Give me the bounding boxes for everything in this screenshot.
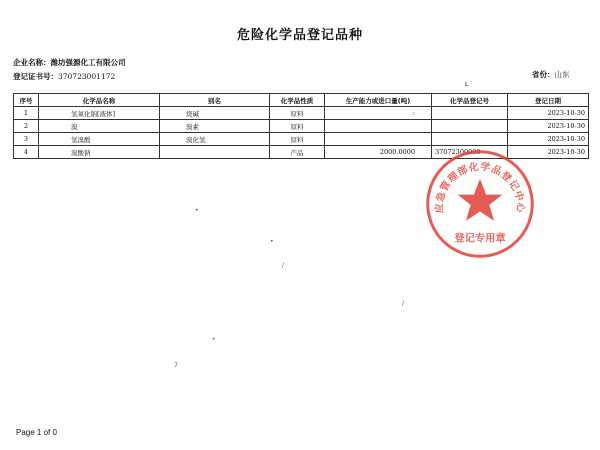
cell-no: 3	[14, 133, 39, 146]
cell-capacity: :	[325, 107, 432, 120]
company-name: 潍坊强源化工有限公司	[50, 58, 126, 67]
cert-number: 370723001172	[58, 72, 116, 81]
table-row	[14, 107, 589, 120]
official-seal	[424, 148, 536, 260]
header-name: 化学品名称	[39, 94, 160, 107]
scan-speck: 7	[174, 362, 178, 369]
cell-reg-no	[432, 107, 508, 120]
cell-date: 2023-10-30	[508, 107, 589, 120]
cell-name: 氢氧化钠[液体]	[39, 107, 160, 120]
scan-speck: •	[195, 207, 199, 214]
cell-property: 原料	[270, 120, 325, 133]
company-label: 企业名称：	[13, 58, 51, 67]
cell-no: 4	[14, 146, 39, 159]
province-line	[532, 69, 570, 80]
header-date: 登记日期	[508, 94, 589, 107]
cell-reg-no: 37072300090	[432, 146, 508, 159]
cell-alias: 溴素	[160, 120, 270, 133]
cell-capacity	[325, 133, 432, 146]
cell-date: 2023-10-30	[508, 120, 589, 133]
header-alias: 别名	[160, 94, 270, 107]
cert-line	[13, 71, 115, 82]
cell-reg-no	[432, 120, 508, 133]
company-line	[13, 57, 126, 68]
cell-no: 2	[14, 120, 39, 133]
cell-date: 2023-10-30	[508, 133, 589, 146]
cell-property: 原料	[270, 133, 325, 146]
scan-speck: /	[282, 262, 285, 269]
cell-capacity: 2000.0000	[325, 146, 432, 159]
header-capacity: 生产能力或进口量(吨)	[325, 94, 432, 107]
cell-name: 溴酸钠	[39, 146, 160, 159]
document-title: 危险化学品登记品种	[236, 28, 363, 43]
stray-mark: L	[465, 81, 469, 88]
header-property: 化学品性质	[270, 94, 325, 107]
header-reg-no: 化学品登记号	[432, 94, 508, 107]
cell-alias	[160, 146, 270, 159]
table-row	[14, 133, 589, 146]
cell-name: 溴	[39, 120, 160, 133]
cell-alias: 烧碱	[160, 107, 270, 120]
scan-speck: •	[270, 238, 274, 245]
seal-star-icon	[458, 179, 503, 221]
seal-bottom-text: 登记专用章	[454, 232, 506, 245]
cell-capacity	[325, 120, 432, 133]
cell-reg-no	[432, 133, 508, 146]
page-number: Page 1 of 0	[16, 428, 57, 437]
cell-alias: 溴化氢	[160, 133, 270, 146]
cell-property: 产品	[270, 146, 325, 159]
cell-date: 2023-10-30	[508, 146, 589, 159]
table-row	[14, 120, 589, 133]
cell-property: 原料	[270, 107, 325, 120]
cell-name: 氢溴酸	[39, 133, 160, 146]
seal-ring-textpath: 应急管理部化学品登记中心	[434, 161, 526, 214]
province-label: 省份：	[532, 70, 555, 79]
province-value: 山东	[554, 70, 570, 79]
cell-no: 1	[14, 107, 39, 120]
header-no: 序号	[14, 94, 39, 107]
table-header-row	[14, 94, 589, 107]
scan-speck: •	[212, 336, 216, 343]
scan-speck: /	[402, 300, 405, 307]
cert-label: 登记证书号：	[13, 72, 58, 81]
